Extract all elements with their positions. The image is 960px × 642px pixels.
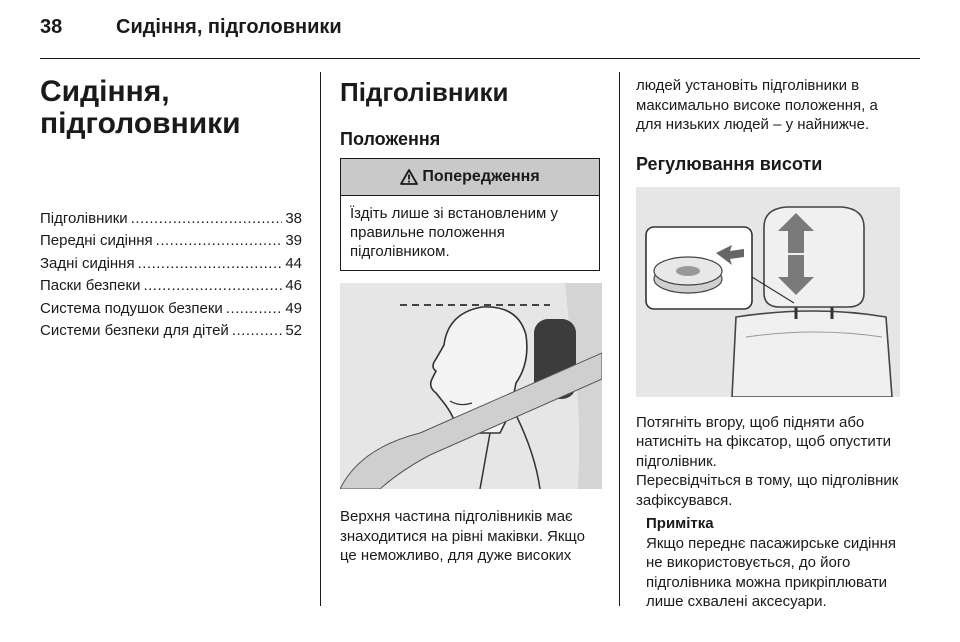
warning-header [341,159,599,196]
height-adjust-illustration [636,187,900,397]
toc-leader [138,253,283,275]
toc-item-label: Передні сидіння [40,232,153,250]
note-label: Примітка [646,515,714,532]
table-of-contents [40,208,302,342]
toc-item-label: Паски безпеки [40,277,141,295]
section-title: Підголівники [340,77,509,107]
chapter-title-line1: Сидіння, [40,75,170,108]
toc-item[interactable] [40,275,302,297]
body-paragraph-3: Пересвідчіться в тому, що підголівник зафіксувався. [636,472,899,509]
running-title: Сидіння, підголовники [116,16,342,38]
head-position-illustration [340,283,602,489]
toc-leader [131,208,283,230]
toc-item-label: Підголівники [40,210,128,227]
toc-leader [156,230,283,252]
page-number: 38 [40,16,63,38]
body-paragraph-1-continued: людей установіть підголівники в максимально високе положення, а для низьких людей – у найнижче. [636,77,878,133]
toc-item[interactable] [40,253,302,275]
toc-leader [226,298,283,320]
toc-item-page: 38 [285,210,302,227]
section-subtitle: Положення [340,129,441,149]
header-rule [40,58,920,59]
toc-item-page: 46 [285,277,302,295]
toc-item[interactable] [40,320,302,342]
content-column-3 [636,76,900,612]
toc-item[interactable] [40,230,302,252]
toc-item-label: Система подушок безпеки [40,299,223,317]
toc-item-label: Системи безпеки для дітей [40,322,229,340]
toc-item-page: 49 [285,299,302,317]
note-text: Якщо переднє пасажирське сидіння не використовується, до його підголівника можна прикріплювати лише схвалені аксесуари. [646,534,897,610]
column-divider-1 [320,72,321,606]
chapter-column [40,76,302,342]
toc-item-page: 52 [285,322,302,340]
warning-box [340,158,600,271]
toc-item[interactable] [40,298,302,320]
toc-leader [232,320,283,342]
chapter-title [40,76,302,140]
warning-label: Попередження [422,168,540,185]
toc-leader [143,275,282,297]
toc-item[interactable] [40,208,302,230]
toc-item-label: Задні сидіння [40,254,135,272]
height-adjust-title: Регулювання висоти [636,153,823,174]
column-divider-2 [619,72,620,606]
warning-text: Їздіть лише зі встановленим у правильне положення підголівником. [350,205,559,260]
chapter-title-line2: підголовники [40,107,241,140]
toc-item-page: 39 [285,232,302,250]
body-paragraph-2: Потягніть вгору, щоб підняти або натисніть на фіксатор, щоб опустити підголівник. [636,413,892,470]
note-block [646,514,900,612]
content-column-2 [340,76,602,566]
warning-icon [400,169,418,185]
toc-item-page: 44 [285,254,302,272]
body-paragraph-1: Верхня частина підголівників має знаходитися на рівні маківки. Якщо це неможливо, для дуже високих [340,508,585,564]
